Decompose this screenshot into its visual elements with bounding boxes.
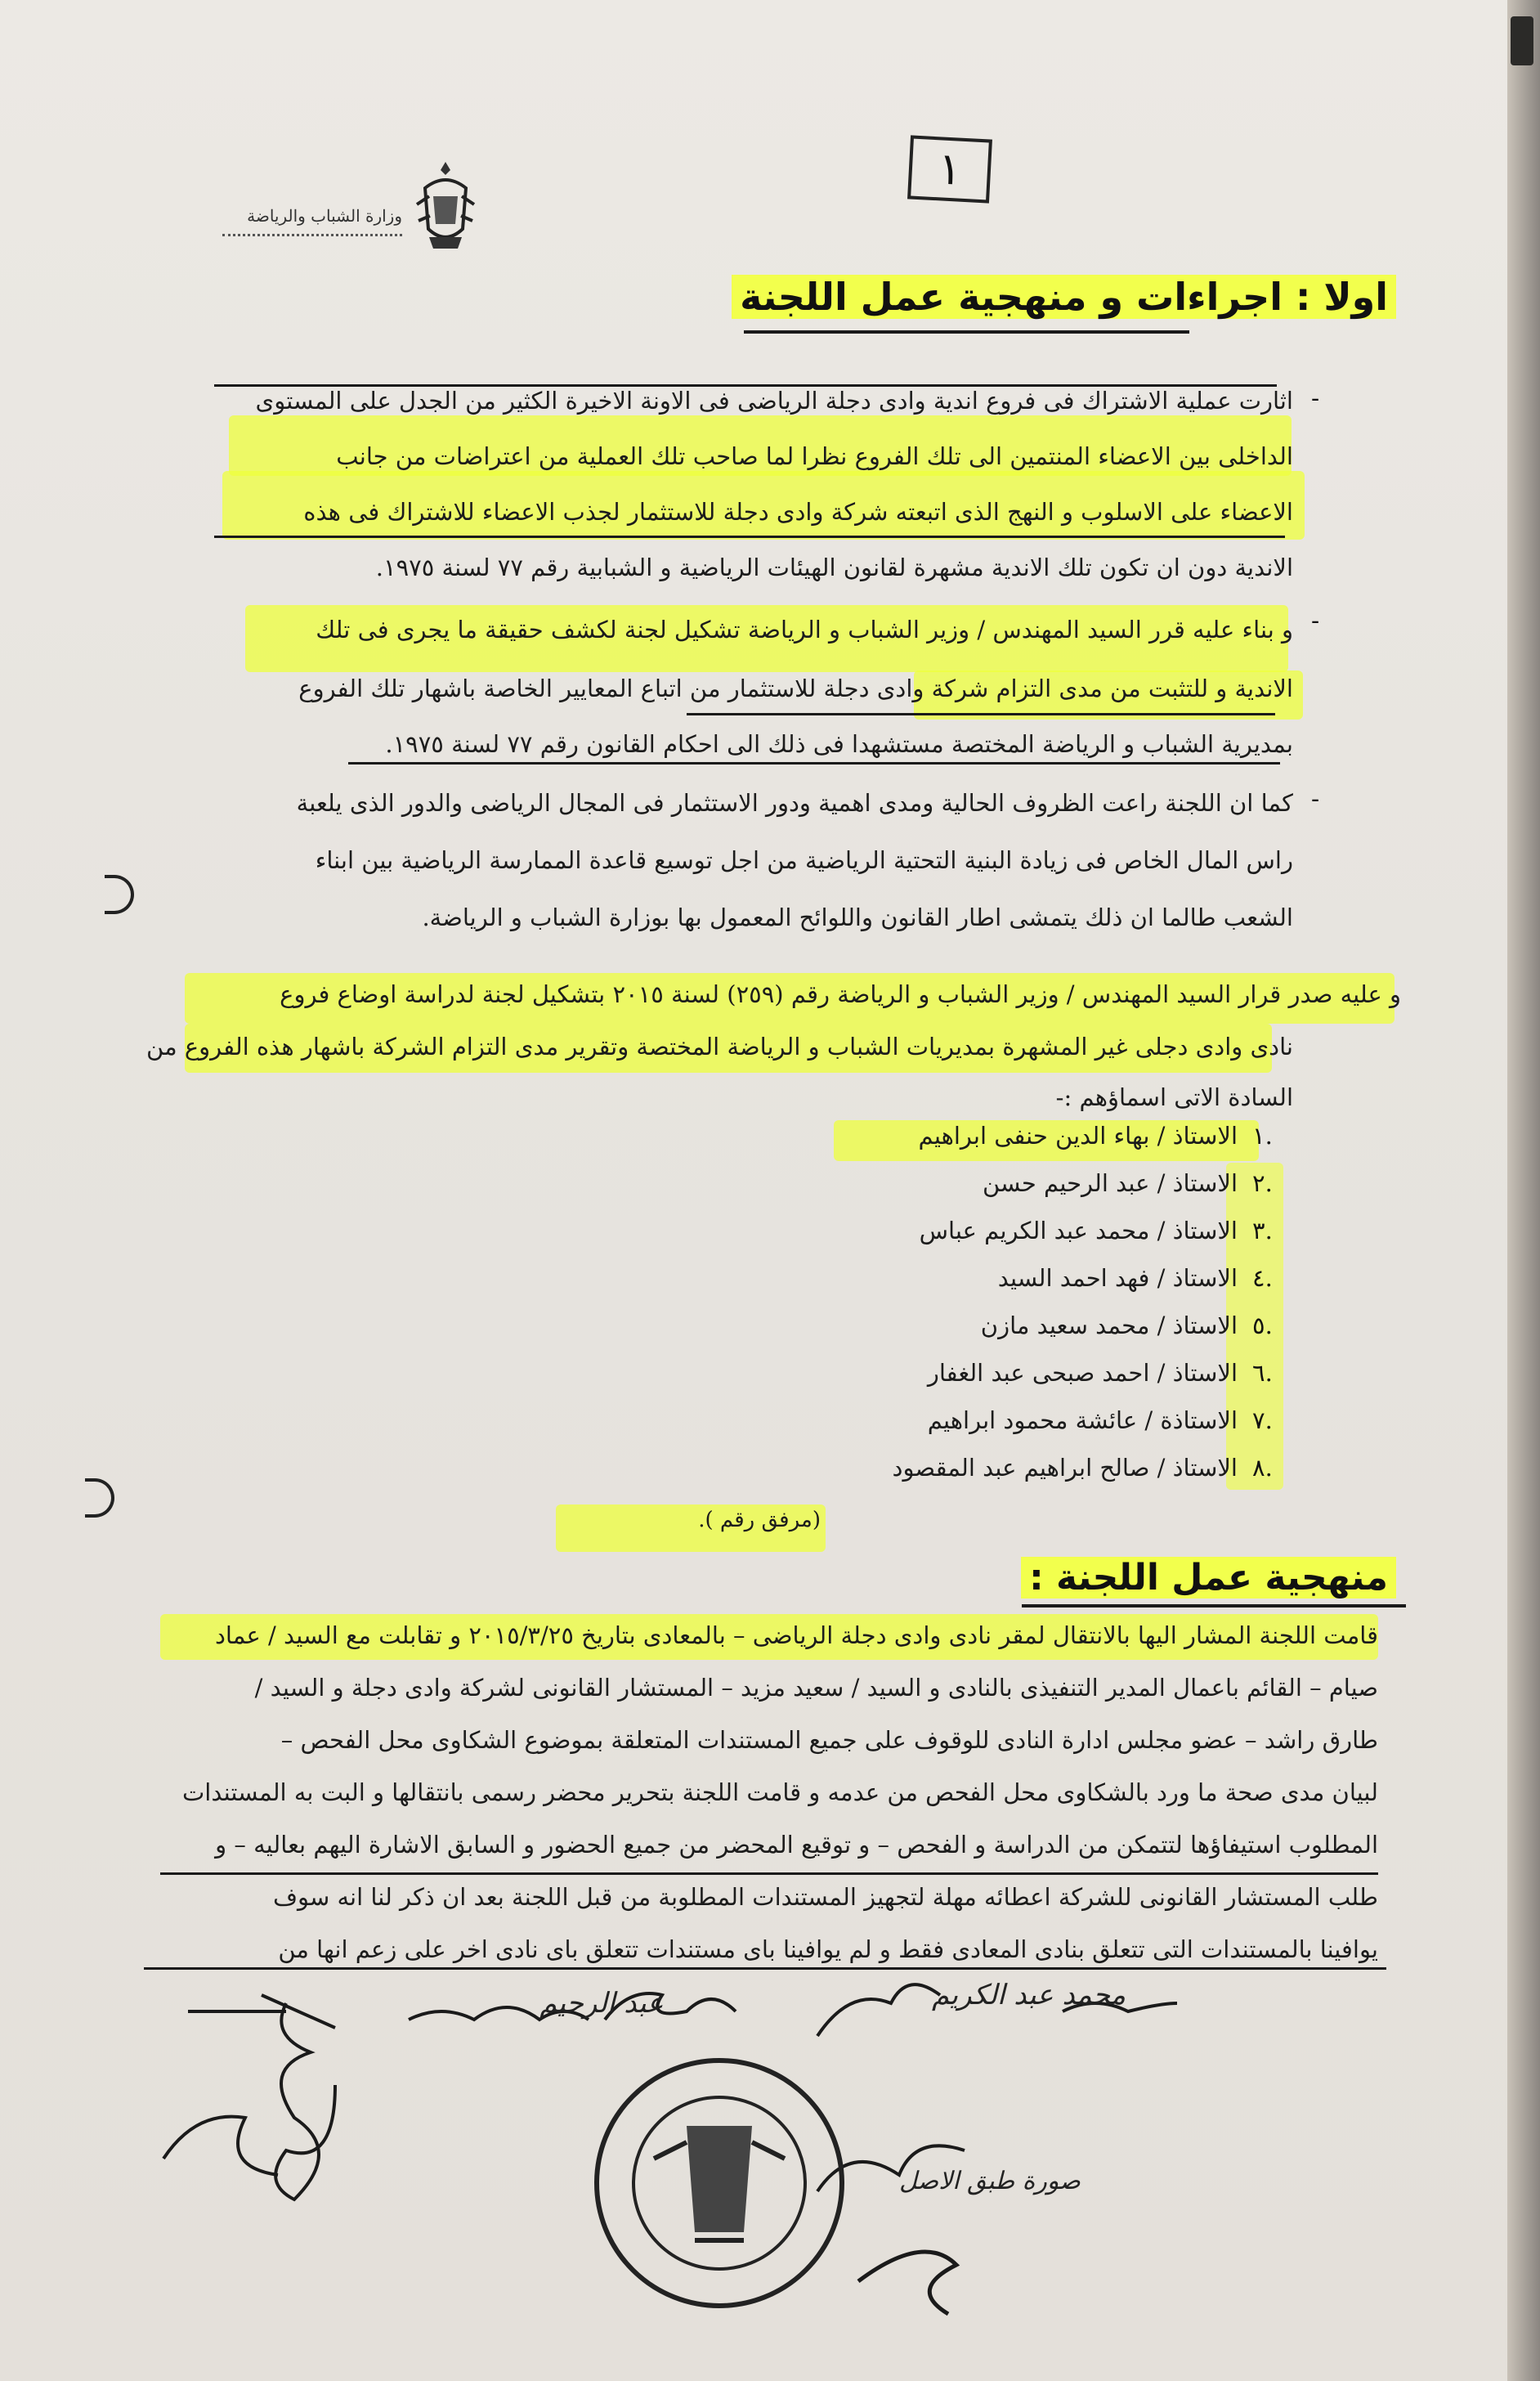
methodology-line: صيام – القائم باعمال المدير التنفيذى بالنادى و السيد / سعيد مزيد – المستشار القانونى لشركة وادى دجلة و السيد / xyxy=(254,1674,1378,1702)
decision-line: و عليه صدر قرار السيد المهندس / وزير الشباب و الرياضة رقم (٢٥٩) لسنة ٢٠١٥ بتشكيل لجنة لدراسة اوضاع فروع xyxy=(280,980,1401,1008)
page-number-box: ١ xyxy=(907,135,992,203)
eagle-emblem-icon xyxy=(409,155,482,270)
paragraph-line: الشعب طالما ان ذلك يتمشى اطار القانون واللوائح المعمول بها بوزارة الشباب و الرياضة. xyxy=(422,904,1293,931)
hole-punch-mark xyxy=(85,1478,114,1518)
methodology-title: منهجية عمل اللجنة : xyxy=(1021,1557,1396,1599)
ministry-name: وزارة الشباب والرياضة xyxy=(247,206,402,226)
signature-name: صورة طبق الاصل xyxy=(899,2167,1081,2195)
methodology-line: لبيان مدى صحة ما ورد بالشكاوى محل الفحص من عدمه و قامت اللجنة بتحرير محضر رسمى بانتقالها و البت به المستندات xyxy=(182,1778,1378,1806)
attachment-note: (مرفق رقم ). xyxy=(698,1508,821,1532)
ministry-subtitle-line xyxy=(222,234,402,244)
methodology-line: طلب المستشار القانونى للشركة اعطائه مهلة لتجهيز المستندات المطلوبة من قبل اللجنة بعد ان ذكر لنا انه سوف xyxy=(272,1883,1378,1911)
methodology-line: قامت اللجنة المشار اليها بالانتقال لمقر نادى وادى دجلة الرياضى – بالمعادى بتاريخ ٢٠١٥/٣/٢٥ و تقابلت مع السيد / عماد xyxy=(215,1621,1378,1649)
title-underline xyxy=(744,330,1189,334)
decision-line: نادى وادى دجلى غير المشهرة بمديريات الشباب و الرياضة المختصة وتقرير مدى التزام الشركة باشهار هذه الفروع من xyxy=(146,1033,1293,1060)
methodology-line: يوافينا بالمستندات التى تتعلق بنادى المعادى فقط و لم يوافينا باى مستندات تتعلق باى نادى اخر على زعم انها من xyxy=(278,1935,1378,1963)
official-seal-icon xyxy=(597,2060,842,2306)
signature-name: عبد الرحيم xyxy=(539,1987,664,2020)
paragraph-line: كما ان اللجنة راعت الظروف الحالية ومدى اهمية ودور الاستثمار فى المجال الرياضى والدور الذى يلعبة xyxy=(296,789,1293,817)
ministry-header xyxy=(214,155,492,270)
paragraph-line: الاعضاء على الاسلوب و النهج الذى اتبعته شركة وادى دجلة للاستثمار لجذب الاعضاء للاشتراك فى هذه xyxy=(303,498,1293,526)
signatures-area xyxy=(0,1921,1540,2381)
paragraph-line: و بناء عليه قرر السيد المهندس / وزير الشباب و الرياضة تشكيل لجنة لكشف حقيقة ما يجرى فى تلك xyxy=(316,616,1293,643)
paragraph-line: بمديرية الشباب و الرياضة المختصة مستشهدا فى ذلك الى احكام القانون رقم ٧٧ لسنة ١٩٧٥. xyxy=(385,730,1293,758)
document-page: ١ وزارة الشباب والرياضة اولا : اجراءات و منهجية عمل اللجنة - اثارت عملية الاشتراك فى فروع اندية وادى دجلة الرياضى فى الاونة الاخيرة الكثير من الجدل على المستوى الداخلى بين الاعضاء المنتمين الى تلك الفروع نظرا لما صاحب تلك العملية من اعتراضات من جانب الاعضاء على الاسلوب و النهج الذى اتبعته شركة وادى دجلة للاستثمار لجذب الاعضاء للاشتراك فى هذه الاندية دون ان تكون تلك الاندية مشهرة لقانون الهيئات الرياضية و الشبابية رقم ٧٧ لسنة ١٩٧٥. - و بناء عليه قرر السيد المهندس / وزير الشباب و الرياضة تشكيل لجنة لكشف حقيقة ما يجرى فى تلك الاندية و للتثبت من مدى التزام شركة وادى دجلة للاستثمار من اتباع المعايير الخاصة باشهار تلك الفروع بمديرية الشباب و الرياضة المختصة مستشهدا فى ذلك الى احكام القانون رقم ٧٧ لسنة ١٩٧٥. - كما ان اللجنة راعت الظروف الحالية ومدى اهمية ودور الاستثمار فى المجال الرياضى والدور الذى يلعبة راس المال الخاص فى زيادة البنية التحتية الرياضية من اجل توسيع قاعدة الممارسة الرياضية بين ابناء الشعب طالما ان ذلك يتمشى اطار القانون واللوائح المعمول بها بوزارة الشباب و الرياضة. و عليه صدر قرار السيد المهندس / وزير الشباب و الرياضة رقم (٢٥٩) لسنة ٢٠١٥ بتشكيل لجنة لدراسة اوضاع فروع نادى وادى دجلى غير المشهرة بمديريات الشباب و الرياضة المختصة وتقرير مدى التزام الشركة باشهار هذه الفروع من السادة الاتى اسماؤهم :- ١. الاستاذ / بهاء الدين حنفى ابراهيم ٢. الاستاذ / عبد الرحيم حسن ٣. الاستاذ / محمد عبد الكريم عباس ٤. الاستاذ / فهد احمد السيد ٥. الاستاذ / محمد سعيد مازن ٦. الاستاذ / احمد صبحى عبد الغفار ٧. الاستاذة / عائشة محمود ابراهيم ٨. الاستاذ / صالح ابراهيم عبد المقصود (مرفق رقم ). منهجية عمل اللجنة : قامت اللجنة المشار اليها بالانتقال لمقر نادى وادى دجلة الرياضى – بالمعادى بتاريخ ٢٠١٥/٣/٢٥ و تقابلت مع السيد / عماد صيام – القائم باعمال المدير التنفيذى بالنادى و السيد / سعيد مزيد – المستشار القانونى لشركة وادى دجلة و السيد / طارق راشد – عضو مجلس ادارة النادى للوقوف على جميع المستندات المتعلقة بموضوع الشكاوى محل الفحص – لبيان مدى صحة ما ورد بالشكاوى محل الفحص من عدمه و قامت اللجنة بتحرير محضر رسمى بانتقالها و البت به المستندات المطلوب استيفاؤها لتتمكن من الدراسة و الفحص – و توقيع المحضر من جميع الحضور و السابق الاشارة اليهم بعاليه – و طلب المستشار القانونى للشركة اعطائه مهلة لتجهيز المستندات المطلوبة من قبل اللجنة بعد ان ذكر لنا انه سوف يوافينا بالمستندات التى تتعلق بنادى المعادى فقط و لم يوافينا باى مستندات تتعلق باى نادى اخر على زعم انها من محمد عبد الكريم عبد الرحيم صورة طبق الاصل xyxy=(0,0,1540,2381)
methodology-line: طارق راشد – عضو مجلس ادارة النادى للوقوف على جميع المستندات المتعلقة بموضوع الشكاوى محل الفحص – xyxy=(280,1726,1378,1754)
methodology-line: المطلوب استيفاؤها لتتمكن من الدراسة و الفحص – و توقيع المحضر من جميع الحضور و السابق الاشارة اليهم بعاليه – و xyxy=(215,1831,1378,1859)
hole-punch-mark xyxy=(105,875,134,914)
paragraph-line: اثارت عملية الاشتراك فى فروع اندية وادى دجلة الرياضى فى الاونة الاخيرة الكثير من الجدل على المستوى xyxy=(255,387,1293,415)
section-title: اولا : اجراءات و منهجية عمل اللجنة xyxy=(732,275,1396,319)
paragraph-line: الاندية دون ان تكون تلك الاندية مشهرة لقانون الهيئات الرياضية و الشبابية رقم ٧٧ لسنة ١٩٧٥. xyxy=(375,554,1293,581)
signatures-drawing xyxy=(0,1921,1540,2381)
signature-name: محمد عبد الكريم xyxy=(932,1979,1126,2011)
paragraph-line: راس المال الخاص فى زيادة البنية التحتية الرياضية من اجل توسيع قاعدة الممارسة الرياضية بين ابناء xyxy=(315,846,1293,874)
paragraph-line: الداخلى بين الاعضاء المنتمين الى تلك الفروع نظرا لما صاحب تلك العملية من اعتراضات من جانب xyxy=(336,442,1293,470)
paragraph-line: الاندية و للتثبت من مدى التزام شركة وادى دجلة للاستثمار من اتباع المعايير الخاصة باشهار تلك الفروع xyxy=(298,675,1293,702)
decision-line: السادة الاتى اسماؤهم :- xyxy=(1055,1083,1293,1111)
